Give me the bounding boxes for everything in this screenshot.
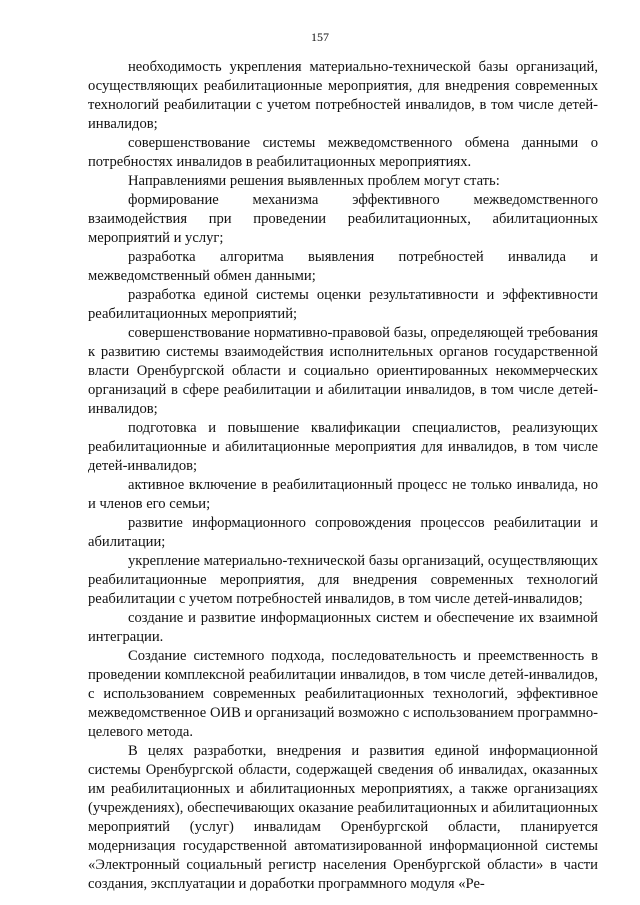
paragraph: укрепление материально-технической базы организаций, осуществляющих реабилитационные мероприятия, для внедрения современных технологий реабилитации с учетом потребностей инвалидов, в том числе детей-инвалидов; — [88, 553, 598, 607]
page-number: 157 — [311, 30, 329, 44]
paragraph: совершенствование нормативно-правовой базы, определяющей требования к развитию системы взаимодействия исполнительных органов государственной власти Оренбургской области и социально ориентированных некоммерческих организаций в сфере реабилитации и абилитации инвалидов, в том числе детей-инвалидов; — [88, 325, 598, 417]
paragraph: активное включение в реабилитационный процесс не только инвалида, но и членов его семьи; — [88, 477, 598, 512]
paragraph: Направлениями решения выявленных проблем могут стать: — [128, 173, 500, 189]
paragraph: создание и развитие информационных систем и обеспечение их взаимной интеграции. — [88, 610, 598, 645]
paragraph: необходимость укрепления материально-технической базы организаций, осуществляющих реабилитационные мероприятия, для внедрения современных технологий реабилитации с учетом потребностей инвалидов, в том числе детей-инвалидов; — [88, 59, 598, 132]
document-body — [88, 58, 598, 894]
paragraph: Создание системного подхода, последовательность и преемственность в проведении комплексной реабилитации инвалидов, в том числе детей-инвалидов, с использованием современных реабилитационных технологий, эффективное межведомственное ОИВ и организаций возможно с использованием программно-целевого метода. — [88, 648, 598, 740]
paragraph: В целях разработки, внедрения и развития единой информационной системы Оренбургской области, содержащей сведения об инвалидах, оказанных им реабилитационных и абилитационных мероприятиях, а также организациях (учреждениях), обеспечивающих оказание реабилитационных и абилитационных мероприятий (услуг) инвалидам Оренбургской области, планируется модернизация государственной автоматизированной информационной системы «Электронный социальный регистр населения Оренбургской области» в части создания, эксплуатации и доработки программного модуля «Ре- — [88, 743, 598, 892]
paragraph: разработка алгоритма выявления потребностей инвалида и межведомственный обмен данными; — [88, 249, 598, 284]
paragraph: развитие информационного сопровождения процессов реабилитации и абилитации; — [88, 515, 598, 550]
paragraph: разработка единой системы оценки результативности и эффективности реабилитационных мероприятий; — [88, 287, 598, 322]
paragraph: совершенствование системы межведомственного обмена данными о потребностях инвалидов в реабилитационных мероприятиях. — [88, 135, 598, 170]
paragraph: подготовка и повышение квалификации специалистов, реализующих реабилитационные и абилитационные мероприятия для инвалидов, в том числе детей-инвалидов; — [88, 420, 598, 474]
paragraph: формирование механизма эффективного межведомственного взаимодействия при проведении реабилитационных, абилитационных мероприятий и услуг; — [88, 192, 598, 246]
